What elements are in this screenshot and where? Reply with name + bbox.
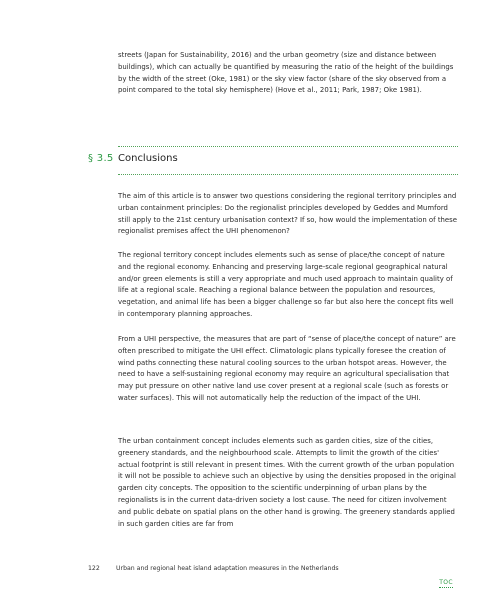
section-heading bbox=[88, 146, 458, 176]
body-paragraph: The regional territory concept includes elements such as sense of place/the concept of nature and the regional economy. Enhancing and preserving large-scale regional geographical natural and/or green elements is still a very appropriate and much used approach to maintain quality of life at a regional scale. Reaching a regional balance between the population and resources, vegetation, and animal life has been a bigger challenge so far but also here the concept fits well in contemporary planning approaches. bbox=[118, 251, 454, 318]
body-paragraph: The aim of this article is to answer two questions considering the regional territory principles and urban containment principles: Do the regionalist principles developed by Geddes and Mumford still apply to the 21st century urbanisation context? If so, how would the implementation of these regionalist premises affect the UHI phenomenon? bbox=[118, 192, 458, 236]
toc-link[interactable]: TOC bbox=[439, 579, 453, 586]
body-paragraph: streets (Japan for Sustainability, 2016) and the urban geometry (size and distance between buildings), which can actually be quantified by measuring the ratio of the height of the buildings by the width of the street (Oke, 1981) or the sky view factor (share of the sky observed from a point compared to the total sky hemisphere) (Hove et al., 2011; Park, 1987; Oke 1981). bbox=[118, 51, 454, 95]
page-footer bbox=[88, 565, 339, 572]
body-paragraph: The urban containment concept includes elements such as garden cities, size of the cities, greenery standards, and the neighbourhood scale. Attempts to limit the growth of the cities' actual footprint is still relevant in present times. With the current growth of the urban population it will not be possible to achieve such an objective by using the densities proposed in the original garden city concepts. The opposition to the scientific underpinning of urban plans by the regionalists is in the current data-driven society a lost cause. The need for citizen involvement and public debate on spatial plans on the other hand is growing. The greenery standards applied in such garden cities are far from bbox=[118, 437, 456, 528]
section-rule-bottom bbox=[118, 174, 458, 175]
section-number: § 3.5 bbox=[88, 153, 114, 164]
page-number: 122 bbox=[88, 565, 100, 572]
section-rule-top bbox=[118, 146, 458, 147]
section-title: Conclusions bbox=[118, 153, 178, 164]
running-title: Urban and regional heat island adaptation measures in the Netherlands bbox=[116, 565, 339, 572]
body-paragraph: From a UHI perspective, the measures that are part of “sense of place/the concept of nature” are often prescribed to mitigate the UHI effect. Climatologic plans typically foresee the creation of wind paths connecting these natural cooling sources to the urban hotspot areas. However, the need to have a self-sustaining regional economy may require an agricultural specialisation that may put pressure on other native land use cover present at a regional scale (such as forests or water surfaces). This will not automatically help the reduction of the impact of the UHI. bbox=[118, 335, 456, 402]
